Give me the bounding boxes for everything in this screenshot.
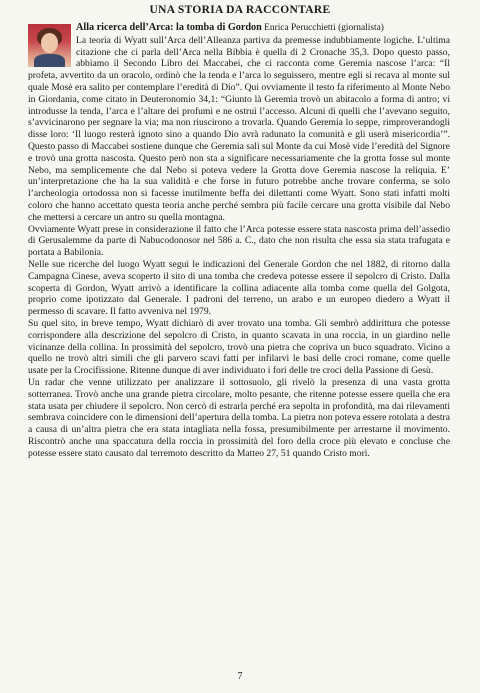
article-paragraph-5: Un radar che venne utilizzato per analizzare il sottosuolo, gli rivelò la presenza di una vasta grotta sotterranea. Trovò anche una grande pietra circolare, molto pesante, che ritenne potesse essere quella che era stata usata per chiudere il sepolcro. Non cercò di estrarla perché era sepolta in profondità, ma dai rilevamenti sembrava coincidere con le dimensioni dell’apertura della tomba. La pietra non poteva essere rotolata a destra a causa di un’altra pietra che era stata intagliata nella fossa, presumibilmente per arrestarne il movimento. Riscontrò anche una spaccatura della roccia in prossimità del foro della croce più elevato e concluse che potesse essere stato causato dal terremoto descritto da Matteo 27, 51 quando Cristo morì. xyxy=(28,376,450,459)
article-body xyxy=(28,22,450,459)
page-number: 7 xyxy=(237,671,243,682)
article-title: Alla ricerca dell’Arca: la tomba di Gordon xyxy=(76,22,262,33)
article-paragraph-1: Alla ricerca dell’Arca: la tomba di Gordon Enrica Perucchietti (giornalista) La teoria di Wyatt sull’Arca dell’Alleanza partiva da premesse indubbiamente logiche. L’ultima citazione che ci parla dell’Arca nella Bibbia è quella di 2 Cronache 35,3. Dopo questo passo, abbiamo il Secondo Libro dei Maccabei, che ci racconta come Geremia nascose l’arca: “Il profeta, avvertito da un oracolo, ordinò che la tenda e l’arca lo seguissero, mentre egli si recava al monte sul quale Mosè era salito per contemplare l’eredità di Dio”. Qui ovviamente il testo fa riferimento al Monte Nebo in Giordania, come citato in Deuteronomio 34,1: “Giunto là Geremia trovò un abitacolo a forma di antro; vi introdusse la tenda, l’arca e l’altare dei profumi e ne ostruì l’accesso. Alcuni di quelli che l’avevano seguito, s’avvicinarono per segnare la via; ma non riuscirono a trovarla. Quando Geremia lo seppe, rimproverandogli disse loro: ‘Il luogo resterà ignoto sino a quando Dio avrà radunato la comunità e gli userà misericordia’”. Questo passo di Maccabei sostiene dunque che Geremia salì sul Monte da cui Mosè vide l’eredità del Signore e trovò una grotta nascosta. Questo però non sta a significare necessariamente che la grotta fosse sul monte Nebo, ma semplicemente che dal Nebo si poteva vedere la Grotta dove Geremia nascose la reliquia. E’ un’interpretazione che ha la sua validità e che forse in futuro potrebbe anche trovare conferma, se solo l’archeologia ortodossa non si facesse inutilmente beffa dei dilettanti come Wyatt. Sono stati infatti molti coloro che hanno accettato questa teoria anche perché sembra più facile cercare una grotta visibile dal Nebo che mettersi a cercare un antro su quella montagna. xyxy=(28,22,450,223)
section-heading: UNA STORIA DA RACCONTARE xyxy=(149,4,331,16)
article-paragraph-4: Su quel sito, in breve tempo, Wyatt dichiarò di aver trovato una tomba. Gli sembrò addirittura che potesse corrispondere alla descrizione del sepolcro di Cristo, in quanto scavata in una roccia, in un giardino nelle vicinanze della collina. In prossimità del sepolcro, trovò una pietra che copriva un buco squadrato. Vicino a quello ne trovò altri simili che gli parvero scavi fatti per infilarvi le basi delle croci romane, come quelle usate per la Crocifissione. Ritenne dunque di aver individuato i fori delle tre croci della Passione di Gesù. xyxy=(28,317,450,377)
article-paragraph-2: Ovviamente Wyatt prese in considerazione il fatto che l’Arca potesse essere stata nascosta prima dell’assedio di Gerusalemme da parte di Nabucodonosor nel 586 a. C., dato che non risulta che essa sia stata trafugata e portata a Babilonia. xyxy=(28,223,450,259)
article-author: Enrica Perucchietti (giornalista) xyxy=(261,23,384,33)
article-paragraph-3: Nelle sue ricerche del luogo Wyatt seguì le indicazioni del Generale Gordon che nel 1882, di ritorno dalla Campagna Cinese, aveva scoperto il sito di una tomba che credeva potesse essere il sepolcro di Cristo. Dalla scoperta di Gordon, Wyatt arrivò a identificare la collina adiacente alla tomba come quella del Golgota, proprio come ipotizzato dal Generale. I padroni del terreno, un arabo e un europeo diedero a Wyatt il permesso di scavare. Il fatto avveniva nel 1979. xyxy=(28,258,450,318)
